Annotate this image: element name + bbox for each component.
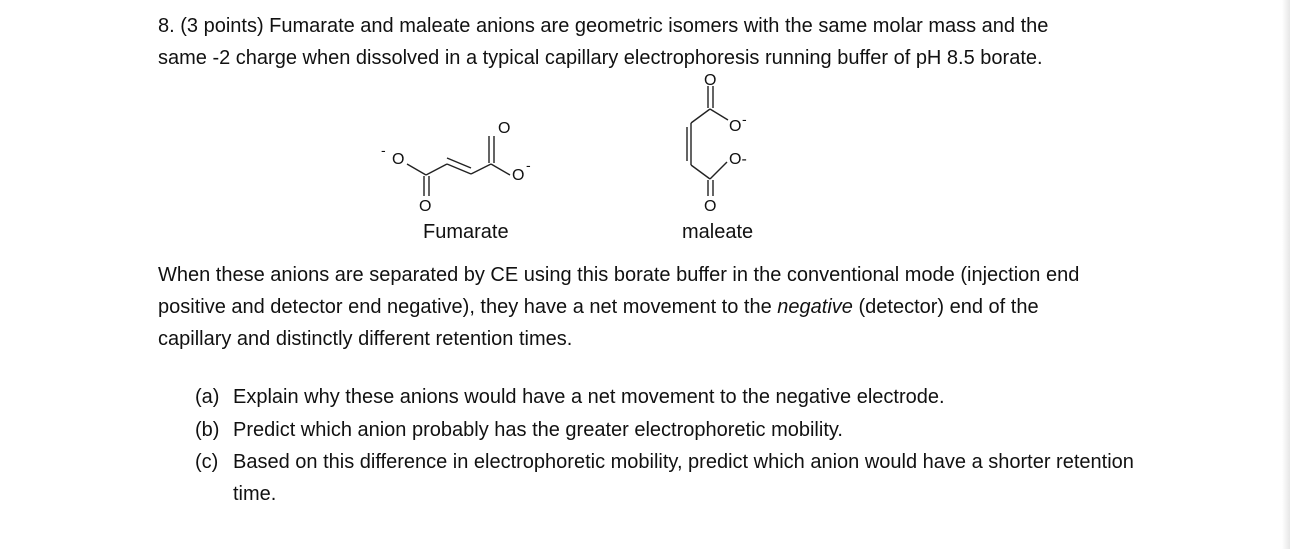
body-line-3: capillary and distinctly different retention times. <box>158 328 573 350</box>
maleate-o-upper: O <box>729 118 742 135</box>
fumarate-charge-left: - <box>381 142 386 158</box>
intro-line-2: same -2 charge when dissolved in a typical capillary electrophoresis running buffer of pH 8.5 borate. <box>158 47 1043 69</box>
subquestion-text: Based on this difference in electrophoretic mobility, predict which anion would have a shorter retention time. <box>233 451 1134 505</box>
fumarate-structure <box>407 136 510 196</box>
fumarate-caption: Fumarate <box>423 221 509 243</box>
fumarate-o-top: O <box>498 120 511 137</box>
subquestion-label: (c) <box>195 451 219 473</box>
fumarate-o-bottom: O <box>419 198 432 215</box>
page-edge-shadow <box>1282 0 1290 549</box>
fumarate-charge-right: - <box>526 157 531 173</box>
maleate-o-lower: O- <box>729 151 747 168</box>
question-intro <box>158 10 1048 74</box>
subquestion-label: (b) <box>195 419 220 441</box>
fumarate-o-left: O <box>392 151 405 168</box>
maleate-o-bottom: O <box>704 198 717 215</box>
emphasis-negative: negative <box>777 296 853 318</box>
maleate-structure <box>687 86 728 196</box>
chemical-structures <box>360 72 780 252</box>
maleate-caption: maleate <box>682 221 754 243</box>
body-line-2: positive and detector end negative), they have a net movement to the <box>158 296 772 318</box>
subquestion-text: Predict which anion probably has the greater electrophoretic mobility. <box>233 419 843 441</box>
subquestion-text: Explain why these anions would have a net movement to the negative electrode. <box>233 386 945 408</box>
subquestion-label: (a) <box>195 386 220 408</box>
maleate-o-top: O <box>704 72 717 89</box>
intro-line-1: 8. (3 points) Fumarate and maleate anions are geometric isomers with the same molar mass and the <box>158 15 1049 37</box>
maleate-charge-upper: - <box>742 111 747 127</box>
body-line-2-after: (detector) end of the <box>858 296 1039 318</box>
fumarate-o-right: O <box>512 167 525 184</box>
body-line-1: When these anions are separated by CE using this borate buffer in the conventional mode (injection end <box>158 264 1080 286</box>
question-body <box>158 259 1079 355</box>
